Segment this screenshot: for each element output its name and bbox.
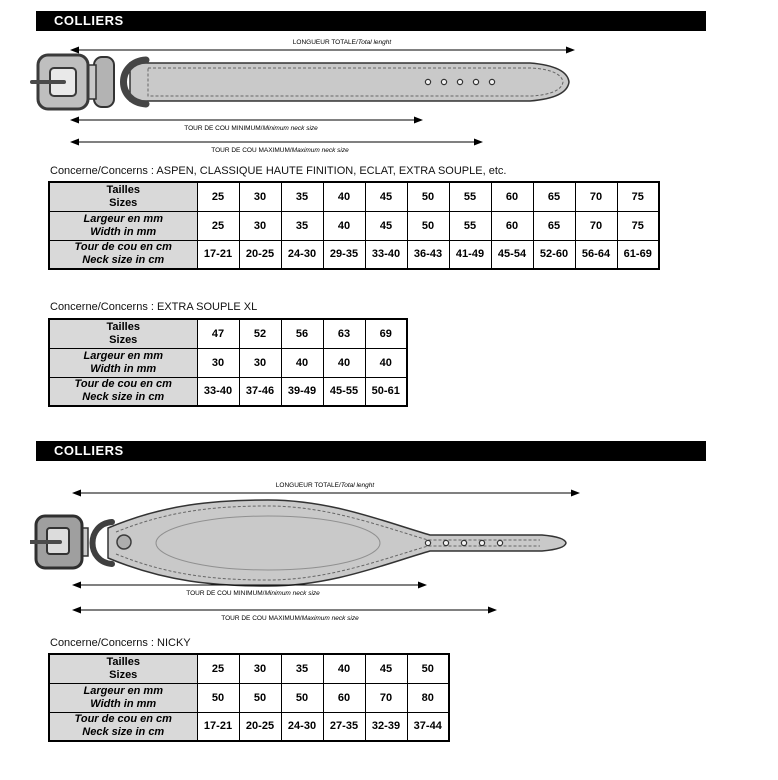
row-header: Tailles Sizes: [49, 319, 197, 348]
table-cell: 25: [197, 654, 239, 683]
row-header: Largeur en mm Width in mm: [49, 683, 197, 712]
table-cell: 35: [281, 211, 323, 240]
table-cell: 52-60: [533, 240, 575, 269]
table-cell: 45-55: [323, 377, 365, 406]
row-header: Tailles Sizes: [49, 654, 197, 683]
table-cell: 45: [365, 654, 407, 683]
table-cell: 41-49: [449, 240, 491, 269]
table-cell: 50-61: [365, 377, 407, 406]
table-cell: 61-69: [617, 240, 659, 269]
max-neck-arrow: [70, 139, 483, 155]
table-cell: 65: [533, 182, 575, 211]
max-neck-label: TOUR DE COU MAXIMUM/Maximum neck size: [221, 615, 359, 622]
table-cell: 70: [365, 683, 407, 712]
max-neck-arrow: [72, 607, 497, 623]
flat-collar-drawing: [32, 55, 569, 109]
total-length-label: LONGUEUR TOTALE/Total lenght: [275, 482, 375, 489]
greyhound-collar-drawing: [30, 500, 566, 586]
table-row: [49, 319, 407, 348]
min-neck-arrow: [70, 117, 423, 133]
section-header-colliers-1: [36, 11, 706, 31]
table-cell: 20-25: [239, 240, 281, 269]
table-cell: 40: [323, 348, 365, 377]
section-title: COLLIERS: [54, 13, 124, 28]
table-row: [49, 712, 449, 741]
collar-strap: [130, 63, 569, 101]
table-cell: 45-54: [491, 240, 533, 269]
table-cell: 80: [407, 683, 449, 712]
table-cell: 60: [323, 683, 365, 712]
table-cell: 37-44: [407, 712, 449, 741]
table-cell: 30: [239, 211, 281, 240]
table-cell: 29-35: [323, 240, 365, 269]
table-cell: 56-64: [575, 240, 617, 269]
table-cell: 37-46: [239, 377, 281, 406]
size-table-nicky: [48, 653, 450, 742]
table-cell: 75: [617, 211, 659, 240]
row-header: Tour de cou en cm Neck size in cm: [49, 712, 197, 741]
concerns-line-2: Concerne/Concerns : EXTRA SOUPLE XL: [50, 301, 258, 313]
table-cell: 25: [197, 211, 239, 240]
section-title: COLLIERS: [54, 443, 124, 458]
table-cell: 65: [533, 211, 575, 240]
table-cell: 47: [197, 319, 239, 348]
table-cell: 55: [449, 182, 491, 211]
table-cell: 17-21: [197, 240, 239, 269]
table-cell: 56: [281, 319, 323, 348]
table-row: [49, 348, 407, 377]
table-cell: 55: [449, 211, 491, 240]
size-table-aspen: [48, 181, 660, 270]
table-cell: 60: [491, 211, 533, 240]
row-header: Largeur en mm Width in mm: [49, 211, 197, 240]
table-cell: 30: [239, 654, 281, 683]
table-cell: 45: [365, 182, 407, 211]
table-cell: 30: [239, 348, 281, 377]
table-cell: 33-40: [365, 240, 407, 269]
total-length-arrow: [70, 39, 575, 54]
table-row: [49, 683, 449, 712]
table-cell: 24-30: [281, 712, 323, 741]
table-row: [49, 654, 449, 683]
max-neck-label: TOUR DE COU MAXIMUM/Maximum neck size: [211, 147, 349, 154]
table-cell: 50: [407, 211, 449, 240]
min-neck-label: TOUR DE COU MINIMUM/Minimum neck size: [184, 125, 318, 132]
concerns-line-1: Concerne/Concerns : ASPEN, CLASSIQUE HAUTE FINITION, ECLAT, EXTRA SOUPLE, etc.: [50, 165, 507, 177]
greyhound-collar-diagram: [30, 462, 610, 630]
table-row: [49, 211, 659, 240]
table-cell: 50: [407, 182, 449, 211]
table-cell: 35: [281, 182, 323, 211]
table-cell: 35: [281, 654, 323, 683]
table-cell: 40: [323, 654, 365, 683]
table-cell: 40: [323, 182, 365, 211]
total-length-arrow: [72, 482, 580, 497]
table-cell: 20-25: [239, 712, 281, 741]
table-cell: 52: [239, 319, 281, 348]
row-header: Tour de cou en cm Neck size in cm: [49, 377, 197, 406]
table-cell: 40: [365, 348, 407, 377]
table-cell: 27-35: [323, 712, 365, 741]
table-row: [49, 182, 659, 211]
table-cell: 70: [575, 182, 617, 211]
table-cell: 75: [617, 182, 659, 211]
table-cell: 30: [197, 348, 239, 377]
table-cell: 24-30: [281, 240, 323, 269]
keeper-loop: [94, 57, 114, 107]
table-row: [49, 377, 407, 406]
row-header: Tour de cou en cm Neck size in cm: [49, 240, 197, 269]
table-cell: 33-40: [197, 377, 239, 406]
concerns-line-3: Concerne/Concerns : NICKY: [50, 637, 191, 649]
table-cell: 50: [281, 683, 323, 712]
section-header-colliers-2: [36, 441, 706, 461]
table-cell: 39-49: [281, 377, 323, 406]
table-cell: 50: [407, 654, 449, 683]
table-cell: 60: [491, 182, 533, 211]
size-table-extra-souple-xl: [48, 318, 408, 407]
table-cell: 25: [197, 182, 239, 211]
table-cell: 32-39: [365, 712, 407, 741]
row-header: Tailles Sizes: [49, 182, 197, 211]
row-header: Largeur en mm Width in mm: [49, 348, 197, 377]
rivet-hole: [117, 535, 131, 549]
table-cell: 50: [197, 683, 239, 712]
table-cell: 70: [575, 211, 617, 240]
table-cell: 36-43: [407, 240, 449, 269]
min-neck-label: TOUR DE COU MINIMUM/Minimum neck size: [186, 590, 320, 597]
table-cell: 17-21: [197, 712, 239, 741]
table-cell: 69: [365, 319, 407, 348]
table-row: [49, 240, 659, 269]
table-cell: 40: [323, 211, 365, 240]
table-cell: 63: [323, 319, 365, 348]
table-cell: 50: [239, 683, 281, 712]
table-cell: 30: [239, 182, 281, 211]
table-cell: 40: [281, 348, 323, 377]
total-length-label: LONGUEUR TOTALE/Total lenght: [292, 39, 392, 46]
flat-collar-diagram: [30, 35, 610, 163]
table-cell: 45: [365, 211, 407, 240]
